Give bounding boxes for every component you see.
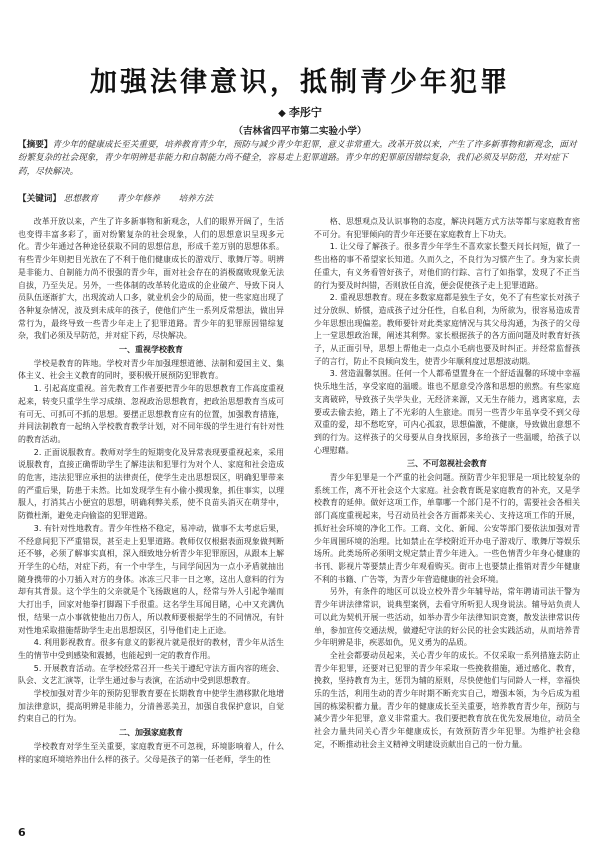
paragraph: 格、思想观点及认识事物的态度，解决问题方式方法等都与家庭教育密不可分。有犯罪倾向的青少年还要在家庭教育上下功夫。 [314,217,580,239]
paragraph: 学校教育对学生至关重要，家庭教育更不可忽视，环境影响着人，什么样的家庭环境培养出什么样的孩子。父母是孩子的第一任老师，学生的性 [18,741,284,764]
paragraph: 5. 开展教育活动。在学校经常召开一些关于遵纪守法方面内容的班会、队会、文艺汇演等，让学生通过参与表演，在活动中受到思想教育。 [18,663,284,686]
diamond-icon: ◆ [278,108,286,119]
paragraph: 全社会都要动员起来，关心青少年的成长。不仅采取一系列措施去防止青少年犯罪，还要对已犯罪的青少年采取一些挽救措施，通过感化、教育，挽救，坚持教育为主，惩罚为辅的原则，尽快使他们与同龄人一样，幸福快乐的生活，利用生动的青少年时期不断充实自己，增强本领，为今后成为祖国的栋梁积蓄力量。青少年的健康成长至关重要，培养教育青少年，预防与减少青少年犯罪，意义非常重大。我们要把教育放在优先发展地位，动员全社会力量共同关心青少年健康成长，有效预防青少年犯罪。为维护社会稳定，不断推动社会主义精神文明建设贡献出自己的一份力量。 [314,650,580,749]
keyword: 培养方法 [178,194,213,204]
paragraph: 2. 重视思想教育。现在多数家庭都是独生子女，免不了有些家长对孩子过分放纵、娇惯，造成孩子过分任性，自私自利，为所欲为，很容易造成青少年思想出现偏差。教师要针对此类家庭情况与其父母沟通，为孩子的父母上一堂思想政治课，阐述其利弊。家长根据孩子的各方面问题及时教育好孩子，从正面引导，思想上帮他走一点点小毛病也要及时纠正。并经常监督孩子的言行，防止不良倾向发生，使青少年顺利度过思想波动期。 [314,293,580,366]
page-number: 6 [18,826,26,839]
paragraph: 学校是教育的阵地。学校对青少年加强理想道德、法制和爱国主义、集体主义、社会主义教育的同时，要积极开展预防犯罪教育。 [18,358,284,381]
keyword: 青少年修养 [116,194,160,204]
section-heading: 三、不可忽视社会教育 [407,459,487,469]
abstract-text: 青少年的健康成长至关重要，培养教育青少年，预防与减少青少年犯罪，意义非常重大。改革开放以来，产生了许多新事物和新观念，面对纷繁复杂的社会现象，青少年明辨是非能力和自制能力尚不健全，容易走上犯罪道路。青少年的犯罪原因错综复杂，我们必须及早防范，并对症下药，尽快解决。 [18,140,577,177]
author-affiliation: （吉林省四平市第二实验小学） [233,126,367,137]
keyword: 思想教育 [63,194,99,204]
abstract-label: 【摘要】 [18,140,53,150]
paragraph: 改革开放以来，产生了许多新事物和新观念，人们的眼界开阔了，生活也变得丰富多彩了，面对纷繁复杂的社会现象，人们的思想意识呈现多元化。青少年通过各种途径获取不同的思想信息，形成千差万别的思想体系。有些青少年则把目光放在了不利于他们健康成长的游戏厅、歌舞厅等。明辨是非能力、自制能力尚不很强的青少年，面对社会存在的消极腐败现象无法自拔，乃至失足。另外，一些体制的改革转化造成的企业破产、导致下岗人员队伍逐渐扩大，出现流动人口多，就业机会少的局面，使一些家庭出现了各种复杂情况，波及到未成年的孩子，使他们产生一系列反常想法，做出异常行为，最终导致一些青少年走上了犯罪道路。青少年的犯罪原因错综复杂，我们必须及早防范，并对症下药，尽快解决。 [18,217,284,341]
keywords-label: 【关键词】 [18,194,61,204]
page-title: 加强法律意识，抵制青少年犯罪 [90,67,510,98]
author-line [0,104,600,120]
paragraph: 1. 让父母了解孩子。很多青少年学生不喜欢家长整天问长问短，做了一些出格的事不希望家长知道。久而久之，不良行为习惯产生了。身为家长责任重大，有义务看管好孩子，对他们的行踪、言行了如指掌，发现了不正当的行为要及时纠错，否则放任自流，便会促使孩子走上犯罪道路。 [314,242,580,290]
body-column-right [314,216,580,816]
keywords [18,192,582,204]
paragraph: 另外，有条件的地区可以设立校外青少年辅导站，常年聘请司法干警为青少年讲法律常识，说典型案例，去看守所听犯人现身说法。辅导站负责人可以此为契机开展一些活动，如举办青少年法律知识竞赛，散发法律常识传单，参加宣传交通法规，做遵纪守法的好公民的社会实践活动，从而培养青少年明辨是非，疾恶如仇，见义勇为的品质。 [314,587,580,648]
section-heading: 一、重视学校教育 [119,345,183,355]
paragraph: 2. 正面说服教育。教师对学生的短期变化及异常表现要重视起来，采用说服教育，直接正确帮助学生了解违法和犯罪行为对个人、家庭和社会造成的危害，违法犯罪应承担的法律责任，使学生走出思想误区，明确犯罪带来的严重后果，防患于未然。比如发现学生有小偷小摸现象，抓住事实，以理服人，打消其占小便宜的思想，明确利弊关系，使不良苗头消灭在萌芽中，防微杜渐，避免走向偷盗的犯罪道路。 [18,447,284,521]
paragraph: 4. 利用影视教育。很多有意义的影视片就是很好的教材，青少年从活生生的情节中受到感染和震撼，也能起到一定的教育作用。 [18,638,284,660]
paragraph: 3. 有针对性地教育。青少年性格不稳定，易冲动，做事不太考虑后果，不经意间犯下严重错误，甚至走上犯罪道路。教师仅仅根据表面现象做判断还不够，必须了解事实真相，深入细致地分析青少年犯罪原因，从跟本上解开学生的心结，对症下药，有一个中学生，与同学间因为一点小矛盾就抽出随身携带的小刀插入对方的身体。冰冻三尺非一日之寒，这出人意料的行为却有其背景。这个学生的父亲就是个飞扬跋扈的人，经常与外人引起争端而大打出手，回家对他拳打脚踢下手很重。这名学生耳闻目睹，心中又充满仇恨，结果一点小事就使他出刀伤人，所以教师要根据学生的不同情况，有针对性地采取措施帮助学生走出思想误区，引导他们走上正途。 [18,523,284,635]
paragraph: 3. 营造温馨氛围。任何一个人都希望置身在一个舒适温馨的环境中幸福快乐地生活，享受家庭的温暖。谁也不愿意受冷落和思想的煎熬。有些家庭支离破碎，导致孩子失学失业，无经济来源，又无生存能力，逃离家庭，去要或去偷去抢，踏上了不光彩的人生旅途。而另一些青少年虽享受不到父母双重的爱，却不愁吃穿，可内心孤寂，思想偏激，不健康，导致做出意想不到的行为。这样孩子的父母要从自身找原因，多给孩子一些温暖，给孩子以心理慰藉。 [314,369,580,455]
paragraph: 青少年犯罪是一个严重的社会问题。预防青少年犯罪是一项比较复杂的系统工作，离不开社会这个大家庭。社会教育既是家庭教育的补充，又是学校教育的延伸。做好这项工作，单靠哪一个部门是不行的，需要社会各相关部门高度重视起来，号召动员社会各方面都来关心、支持这项工作的开展，抓好社会环境的净化工作。工商、文化、新闻、公安等部门要依法加强对青少年周围环境的治理。比如禁止在学校附近开办电子游戏厅、歌舞厅等娱乐场所。此类场所必须明文规定禁止青少年进入。一些色情青少年身心健康的书刊、影视片等要禁止青少年观看购买。街市上也要禁止推销对青少年健康不利的书籍、广告等，为青少年营造健康的社会环境。 [314,473,580,584]
body-column-left [18,216,284,816]
section-heading: 二、加强家庭教育 [119,728,183,738]
abstract [18,139,582,179]
author-name: 李彤宁 [288,106,322,119]
paragraph: 学校加强对青少年的预防犯罪教育要在长期教育中使学生潜移默化地增加法律意识，提高明辨是非能力，分清善恶美丑，加强自我保护意识，自觉约束自己的行为。 [18,689,284,724]
paragraph: 1. 引起高度重视。首先教育工作者要把青少年的思想教育工作高度重视起来，转变只重学生学习成绩、忽视政治思想教育，把政治思想教育当成可有可无、可抓可不抓的思想。要摆正思想教育应有的位置，加强教育措施，并同法制教育一起纳入学校教育教学计划，对不同年级的学生进行有针对性的教育活动。 [18,384,284,444]
